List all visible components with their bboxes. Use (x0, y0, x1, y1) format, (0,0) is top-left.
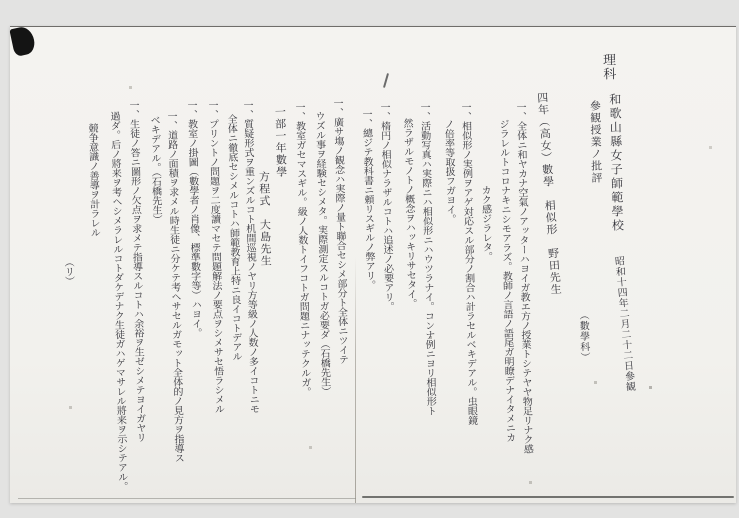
note-column: 一、生徒ノ答ニ圖形ノ欠点ヲ求メテ指導スルコトハ余裕ヲ生ゼシメテヨイガヤリ (127, 99, 146, 443)
note-column: 然ラザルモノトノ概念ヲハッキリサセタイ。 (401, 117, 416, 309)
pencil-mark (383, 73, 389, 88)
note-column: 一、總ジテ教科書ニ頼リスギルノ弊アリ。 (360, 108, 375, 290)
note-column: 競争意識ノ善導ヲ計ラレル (86, 122, 100, 238)
note-column: 過ダ。后ノ將来ヲ考ヘシメラレルコトダケデナク生徒ガハゲマサレル將来ヲ示シテアル。 (108, 110, 127, 492)
corner-label: 理科 (599, 52, 616, 82)
note-column: カク感ジラレタ。 (479, 184, 492, 262)
page-fold-line (355, 257, 356, 503)
page-bottom-edge-left (18, 498, 356, 499)
note-column: 一、全体ニ和ヤカナ空氣ノアッターハヨイガ教エ方ノ授業トシテヤヤ物足リナク感 (514, 101, 533, 454)
note-column: 一、活動写真ハ実際ニハ相似形ニハウツラナイ。コンナ例ニヨリ相似形ト (418, 101, 436, 416)
scan-noise (10, 27, 11, 28)
note-column: 一、教室ノ掛圖（數學者ノ肖像、標準數字等）ハヨイ。 (185, 99, 201, 338)
paper-sheet (10, 26, 736, 503)
lesson-heading-similar-figures: 四年（高女）數學 相似形 野田先生 (535, 91, 563, 296)
note-column: ジラレルトコロナキニシモアラズ。教師ノ言語ノ語尾ガ明瞭デナイタメニカ (497, 118, 515, 443)
school-name: 和歌山縣女子師範學校 (607, 92, 625, 234)
lesson-subheading-teacher: 方程式 大島先生 (257, 170, 273, 268)
note-column: 一、楕円ノ相似ナラザルコトハ追述ノ必要アリ。 (378, 101, 394, 312)
binding-corner-mark (9, 25, 36, 57)
note-column: ノ倍率等取扱フガヨイ。 (442, 118, 456, 224)
note-column: （リ） (62, 256, 74, 286)
note-column: 一、質疑形式ヲ重ンズルコト机間巡視ノヤリ方等級ノ人数ノ多イコトニモ (241, 99, 259, 414)
document-title: 參観授業ノ批評 (588, 99, 604, 185)
page-bottom-edge-right (362, 496, 734, 498)
subject-label: （數學科） (577, 309, 590, 363)
note-column: 一、相似形ノ実例ヲアゲ対応スル部分ノ割合ハ計ラセルベキデアル。虫眼鏡 (459, 101, 477, 426)
note-column: ベキデアル。（石橋先生） (148, 114, 162, 225)
note-column: 一、道路ノ面積ヲ求メル時生徒ニ分ケテ考ヘサセルガモット全体的ノ見方ヲ指導ス (165, 110, 184, 463)
note-column: 一、プリントノ問題ヲ二度讀マセテ問題解法ノ要点ヲシメサセ悟ラシメル (206, 99, 224, 414)
observation-date: 昭和十四年二月二十二日參観 (612, 255, 635, 393)
note-column: 一、廣サ塲ノ観念ハ実際ノ量ト聯合セシメ部分ト全体ニツイテ (331, 97, 348, 365)
note-column: 全体ニ徹底セシメルコトハ師範教育上特ニ良イコトデアル (225, 113, 242, 362)
note-column: ウズル事ヲ経験セシメタ。実際測定スルコトガ必要ダ（石橋先生） (313, 110, 330, 397)
note-column: 一、教室ガセマスギル。級ノ人数トイフコトガ問題ニナッテクルガ。 (293, 101, 311, 397)
lesson-heading-equations: 一部一年數學 (273, 105, 288, 179)
